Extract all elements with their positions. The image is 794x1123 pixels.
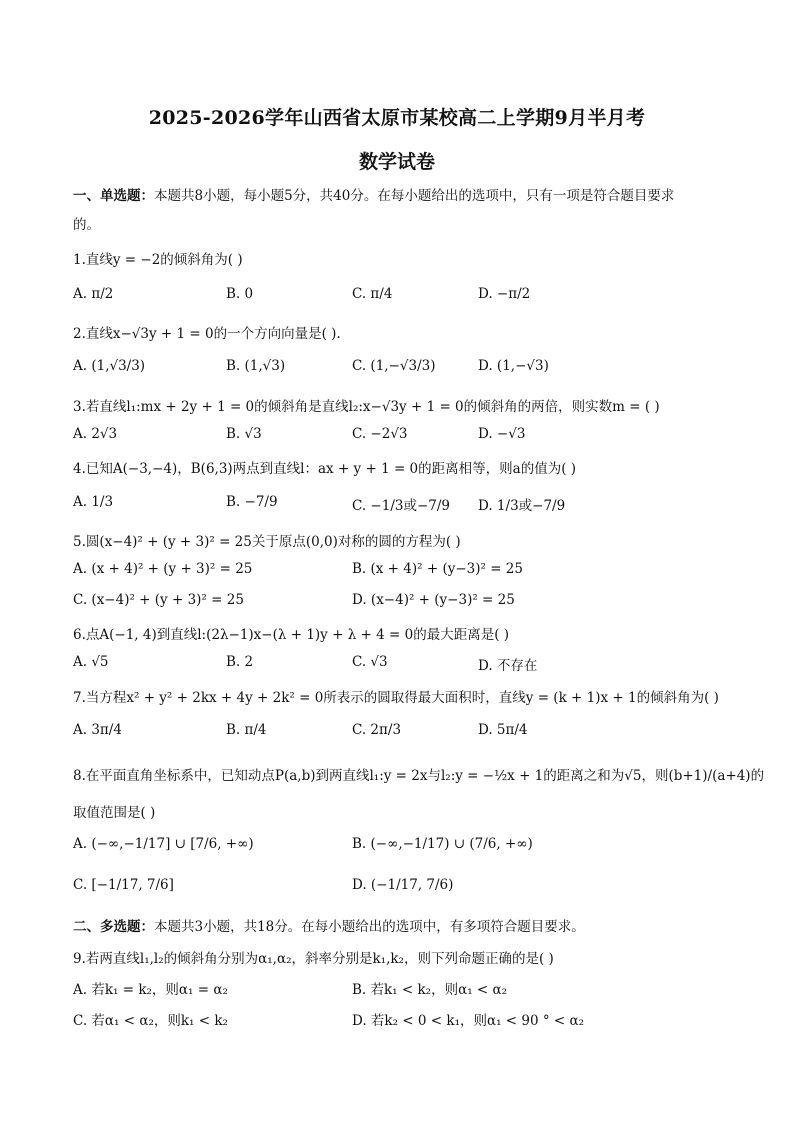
q2-option-d: D. (1,−√3)	[478, 358, 549, 374]
section1-desc-line2: 的。	[73, 217, 100, 233]
q4-stem: 4.已知A(−3,−4)，B(6,3)两点到直线l：ax + y + 1 = 0的距离相等，则a的值为( )	[73, 461, 577, 477]
q7-option-a: A. 3π/4	[73, 722, 122, 738]
q4-option-c: C. −1/3或−7/9	[352, 498, 451, 514]
q6-option-d: D. 不存在	[478, 658, 538, 674]
section1-desc-line1: 本题共8小题，每小题5分，共40分。在每小题给出的选项中，只有一项是符合题目要求	[154, 188, 675, 204]
q5-option-d: D. (x−4)² + (y−3)² = 25	[352, 592, 515, 608]
q9-option-b: B. 若k₁ < k₂，则α₁ < α₂	[352, 982, 508, 998]
q1-option-c: C. π/4	[352, 286, 393, 302]
q9-option-a: A. 若k₁ = k₂，则α₁ = α₂	[73, 982, 228, 998]
q3-option-a: A. 2√3	[73, 426, 118, 442]
q8-stem-line1: 8.在平面直角坐标系中，已知动点P(a,b)到两直线l₁:y = 2x与l₂:y = −½x + 1的距离之和为√5，则(b+1)/(a+4)的	[73, 768, 765, 784]
section2-heading: 二、多选题：	[73, 919, 154, 935]
q6-option-b: B. 2	[226, 654, 254, 670]
exam-subtitle: 数学试卷	[358, 151, 435, 173]
q8-option-b: B. (−∞,−1/17) ∪ (7/6, +∞)	[352, 836, 533, 852]
q5-option-c: C. (x−4)² + (y + 3)² = 25	[73, 592, 244, 608]
section1-instructions	[73, 182, 721, 240]
q3-option-c: C. −2√3	[352, 426, 408, 442]
q2-option-a: A. (1,√3/3)	[73, 358, 146, 374]
exam-title: 2025-2026学年山西省太原市某校高二上学期9月半月考	[148, 107, 646, 129]
q8-option-d: D. (−1/17, 7/6)	[352, 877, 454, 893]
q6-option-c: C. √3	[352, 654, 388, 670]
q4-option-d: D. 1/3或−7/9	[478, 498, 566, 514]
q4-option-a: A. 1/3	[73, 494, 114, 510]
q8-stem-line2: 取值范围是( )	[73, 805, 156, 821]
q8-option-c: C. [−1/17, 7/6]	[73, 877, 174, 893]
q8-option-a: A. (−∞,−1/17] ∪ [7/6, +∞)	[73, 836, 254, 852]
section1-heading: 一、单选题：	[73, 188, 154, 204]
q6-stem: 6.点A(−1, 4)到直线l:(2λ−1)x−(λ + 1)y + λ + 4 = 0的最大距离是( )	[73, 627, 510, 643]
q9-stem: 9.若两直线l₁,l₂的倾斜角分别为α₁,α₂，斜率分别是k₁,k₂，则下列命题正确的是( )	[73, 951, 554, 967]
section2-desc: 本题共3小题，共18分。在每小题给出的选项中，有多项符合题目要求。	[154, 919, 585, 935]
q1-option-b: B. 0	[226, 286, 254, 302]
q2-stem: 2.直线x−√3y + 1 = 0的一个方向向量是( ).	[73, 326, 341, 342]
q1-option-d: D. −π/2	[478, 286, 531, 302]
q3-option-b: B. √3	[226, 426, 262, 442]
q5-stem: 5.圆(x−4)² + (y + 3)² = 25关于原点(0,0)对称的圆的方程为( )	[73, 534, 461, 550]
q1-stem: 1.直线y = −2的倾斜角为( )	[73, 252, 243, 268]
q7-option-b: B. π/4	[226, 722, 267, 738]
q3-stem: 3.若直线l₁:mx + 2y + 1 = 0的倾斜角是直线l₂:x−√3y + 1 = 0的倾斜角的两倍，则实数m = ( )	[73, 399, 660, 415]
q9-option-c: C. 若α₁ < α₂，则k₁ < k₂	[73, 1013, 228, 1029]
q7-stem: 7.当方程x² + y² + 2kx + 4y + 2k² = 0所表示的圆取得最大面积时，直线y = (k + 1)x + 1的倾斜角为( )	[73, 690, 719, 706]
section2-instructions	[73, 915, 585, 935]
q5-option-b: B. (x + 4)² + (y−3)² = 25	[352, 561, 523, 577]
q2-option-b: B. (1,√3)	[226, 358, 286, 374]
q1-option-a: A. π/2	[73, 286, 114, 302]
q9-option-d: D. 若k₂ < 0 < k₁，则α₁ < 90 ° < α₂	[352, 1013, 585, 1029]
q3-option-d: D. −√3	[478, 426, 526, 442]
q2-option-c: C. (1,−√3/3)	[352, 358, 436, 374]
q7-option-c: C. 2π/3	[352, 722, 402, 738]
q7-option-d: D. 5π/4	[478, 722, 528, 738]
q5-option-a: A. (x + 4)² + (y + 3)² = 25	[73, 561, 253, 577]
q4-option-b: B. −7/9	[226, 494, 278, 510]
q6-option-a: A. √5	[73, 654, 109, 670]
